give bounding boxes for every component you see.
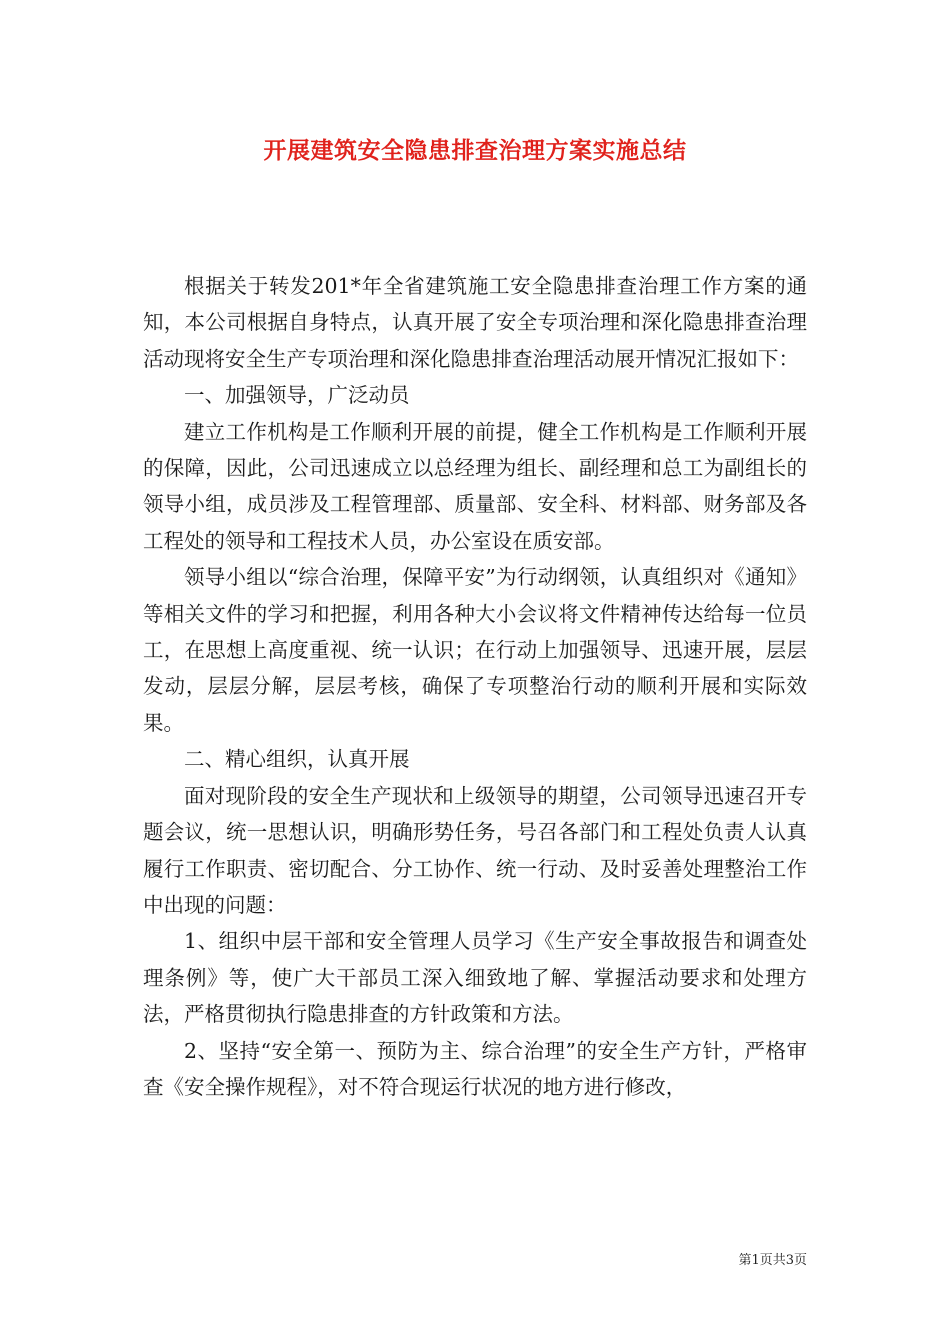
paragraph: 面对现阶段的安全生产现状和上级领导的期望，公司领导迅速召开专题会议，统一思想认识，明确形势任务，号召各部门和工程处负责人认真履行工作职责、密切配合、分工协作、统一行动、及时妥善处理整治工作中出现的问题：: [143, 783, 807, 917]
paragraph: 建立工作机构是工作顺利开展的前提，健全工作机构是工作顺利开展的保障，因此，公司迅速成立以总经理为组长、副经理和总工为副组长的领导小组，成员涉及工程管理部、质量部、安全科、材料部、财务部及各工程处的领导和工程技术人员，办公室设在质安部。: [143, 419, 807, 553]
list-item-2: 2、坚持“安全第一、预防为主、综合治理”的安全生产方针，严格审查《安全操作规程》，对不符合现运行状况的地方进行修改，: [143, 1038, 807, 1099]
document-body: [143, 268, 807, 1105]
page-number: 第1页共3页: [738, 1253, 807, 1268]
section-heading-2: 二、精心组织，认真开展: [184, 747, 410, 772]
paragraph-intro: 根据关于转发201*年全省建筑施工安全隐患排查治理工作方案的通知，本公司根据自身特点，认真开展了安全专项治理和深化隐患排查治理活动现将安全生产专项治理和深化隐患排查治理活动展开情况汇报如下：: [143, 274, 807, 371]
paragraph: 领导小组以“综合治理，保障平安”为行动纲领，认真组织对《通知》等相关文件的学习和把握，利用各种大小会议将文件精神传达给每一位员工，在思想上高度重视、统一认识；在行动上加强领导、迅速开展，层层发动，层层分解，层层考核，确保了专项整治行动的顺利开展和实际效果。: [143, 565, 807, 735]
section-heading-1: 一、加强领导，广泛动员: [184, 383, 410, 408]
document-title: 开展建筑安全隐患排查治理方案实施总结: [263, 137, 687, 164]
list-item-1: 1、组织中层干部和安全管理人员学习《生产安全事故报告和调查处理条例》等，使广大干部员工深入细致地了解、掌握活动要求和处理方法，严格贯彻执行隐患排查的方针政策和方法。: [143, 929, 807, 1027]
